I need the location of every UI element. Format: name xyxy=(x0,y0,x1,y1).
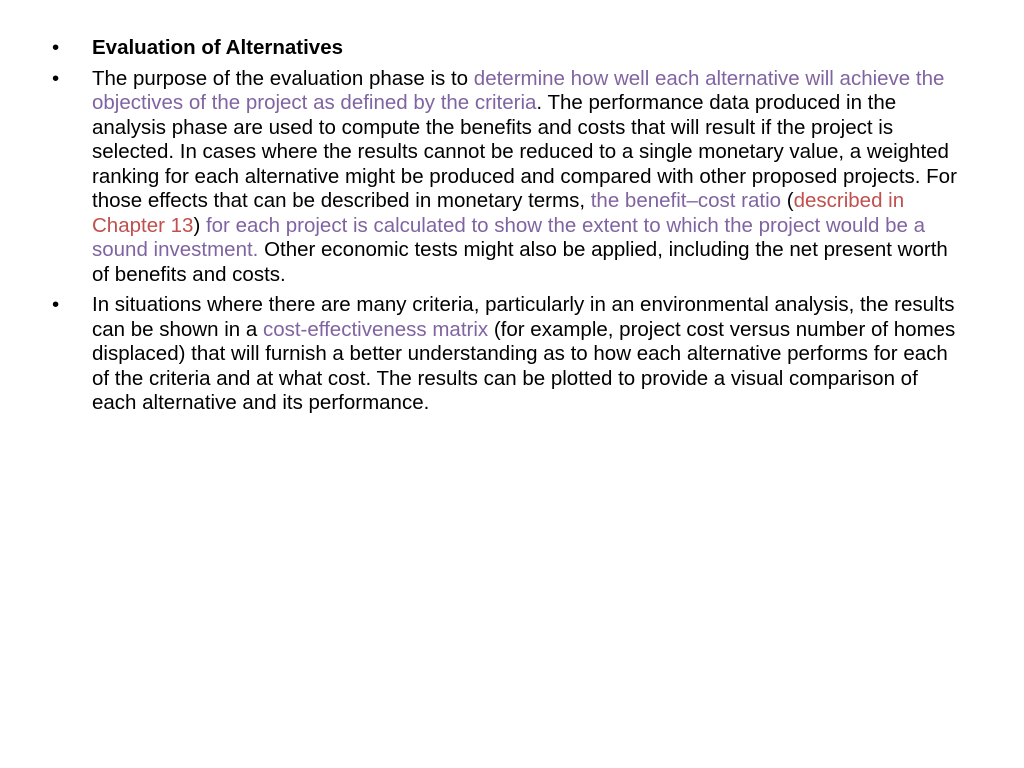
bullet-marker: • xyxy=(52,293,60,316)
section-heading: Evaluation of Alternatives xyxy=(92,36,343,59)
text-run: ) xyxy=(193,213,201,237)
text-run: (for example, project cost versus number of homes displaced) that will furnish a better understanding as to how each alternative performs for each of the criteria and at what cost. The results can be plotted to provide a visual comparison of each alternative and its performance. xyxy=(92,317,956,414)
text-run: ( xyxy=(781,189,794,212)
text-run: In situations where there are many criteria, particularly in an environmental analysis, the results can be shown in a xyxy=(92,293,955,341)
text-run: Other economic tests might also be applied, including the net present worth of benefits and costs. xyxy=(92,238,948,286)
chapter-reference: described in Chapter 13 xyxy=(92,189,905,237)
bullet-item-cost-effectiveness xyxy=(48,293,964,416)
bullet-marker: • xyxy=(52,66,60,90)
bullet-item-evaluation-purpose xyxy=(48,67,964,288)
text-run: The purpose of the evaluation phase is to xyxy=(92,66,474,90)
highlight-objectives: determine how well each alternative will achieve the objectives of the project as defined by the criteria xyxy=(92,66,945,114)
highlight-sound-investment: for each project is calculated to show the extent to which the project would be a sound investment. xyxy=(92,213,926,261)
bullet-list xyxy=(48,36,964,422)
highlight-cost-effectiveness-matrix: cost-effectiveness matrix xyxy=(262,317,489,341)
bullet-marker: • xyxy=(52,36,60,59)
text-run: . The performance data produced in the analysis phase are used to compute the benefits and costs that will result if the project is selected. In cases where the results cannot be reduced to a single monetary value, a weighted ranking for each alternative might be produced and compared with other proposed projects. For those effects that can be described in monetary terms, xyxy=(92,91,957,212)
highlight-benefit-cost-ratio: the benefit–cost ratio xyxy=(590,189,782,212)
bullet-item-heading xyxy=(48,36,964,61)
